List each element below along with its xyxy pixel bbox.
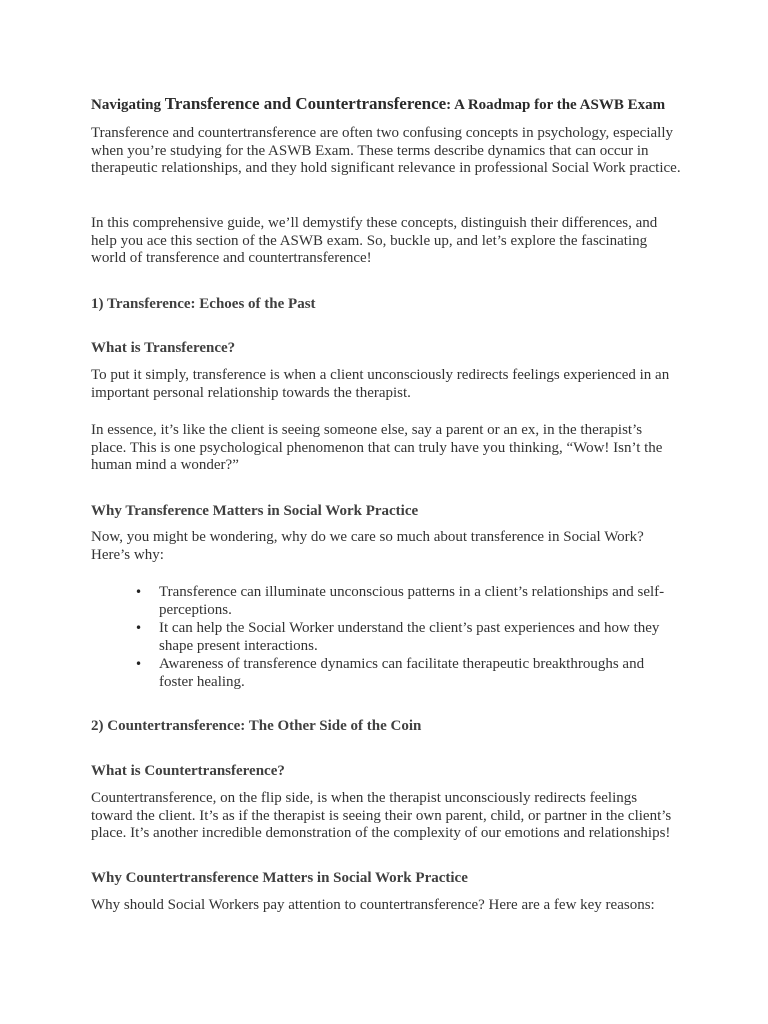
why-countertransference-heading: Why Countertransference Matters in Social Work Practice: [91, 870, 468, 886]
title-emphasis: Transference and Countertransference: [164, 94, 447, 113]
section-2-heading: 2) Countertransference: The Other Side of the Coin: [91, 718, 422, 734]
list-item: • Transference can illuminate unconscious patterns in a client’s relationships and self-perceptions.: [159, 584, 679, 619]
what-is-countertransference-heading: What is Countertransference?: [91, 763, 285, 779]
list-item: • It can help the Social Worker understand the client’s past experiences and how they shape present interactions.: [159, 620, 679, 655]
title-suffix: : A Roadmap for the ASWB Exam: [446, 97, 666, 113]
title-prefix: Navigating: [91, 97, 165, 113]
section-1-heading: 1) Transference: Echoes of the Past: [91, 296, 316, 312]
transference-paragraph-1: To put it simply, transference is when a client unconsciously redirects feelings experienced in an important personal relationship towards the therapist.: [91, 367, 670, 401]
why-countertransference-intro: Why should Social Workers pay attention to countertransference? Here are a few key reasons:: [91, 897, 655, 913]
transference-paragraph-2: In essence, it’s like the client is seeing someone else, say a parent or an ex, in the therapist’s place. This is one psychological phenomenon that can truly have you thinking, “Wow! Isn’t the human mind a wonder?”: [91, 422, 663, 474]
transference-reasons-list: [159, 584, 679, 692]
document-title: [91, 94, 681, 115]
intro-paragraph-1: Transference and countertransference are often two confusing concepts in psychology, especially when you’re studying for the ASWB Exam. These terms describe dynamics that can occur in therapeutic relationships, and they hold significant relevance in professional Social Work practice.: [91, 125, 681, 177]
countertransference-paragraph: Countertransference, on the flip side, is when the therapist unconsciously redirects feelings toward the client. It’s as if the therapist is seeing their own parent, child, or partner in the client’s place. It’s another incredible demonstration of the complexity of our emotions and relationships!: [91, 790, 672, 842]
why-transference-intro: Now, you might be wondering, why do we care so much about transference in Social Work? Here’s why:: [91, 529, 644, 563]
what-is-transference-heading: What is Transference?: [91, 340, 236, 356]
why-transference-heading: Why Transference Matters in Social Work Practice: [91, 503, 419, 519]
list-item: • Awareness of transference dynamics can facilitate therapeutic breakthroughs and foster healing.: [159, 656, 679, 691]
intro-paragraph-2: In this comprehensive guide, we’ll demystify these concepts, distinguish their differences, and help you ace this section of the ASWB exam. So, buckle up, and let’s explore the fascinating world of transference and countertransference!: [91, 215, 658, 267]
